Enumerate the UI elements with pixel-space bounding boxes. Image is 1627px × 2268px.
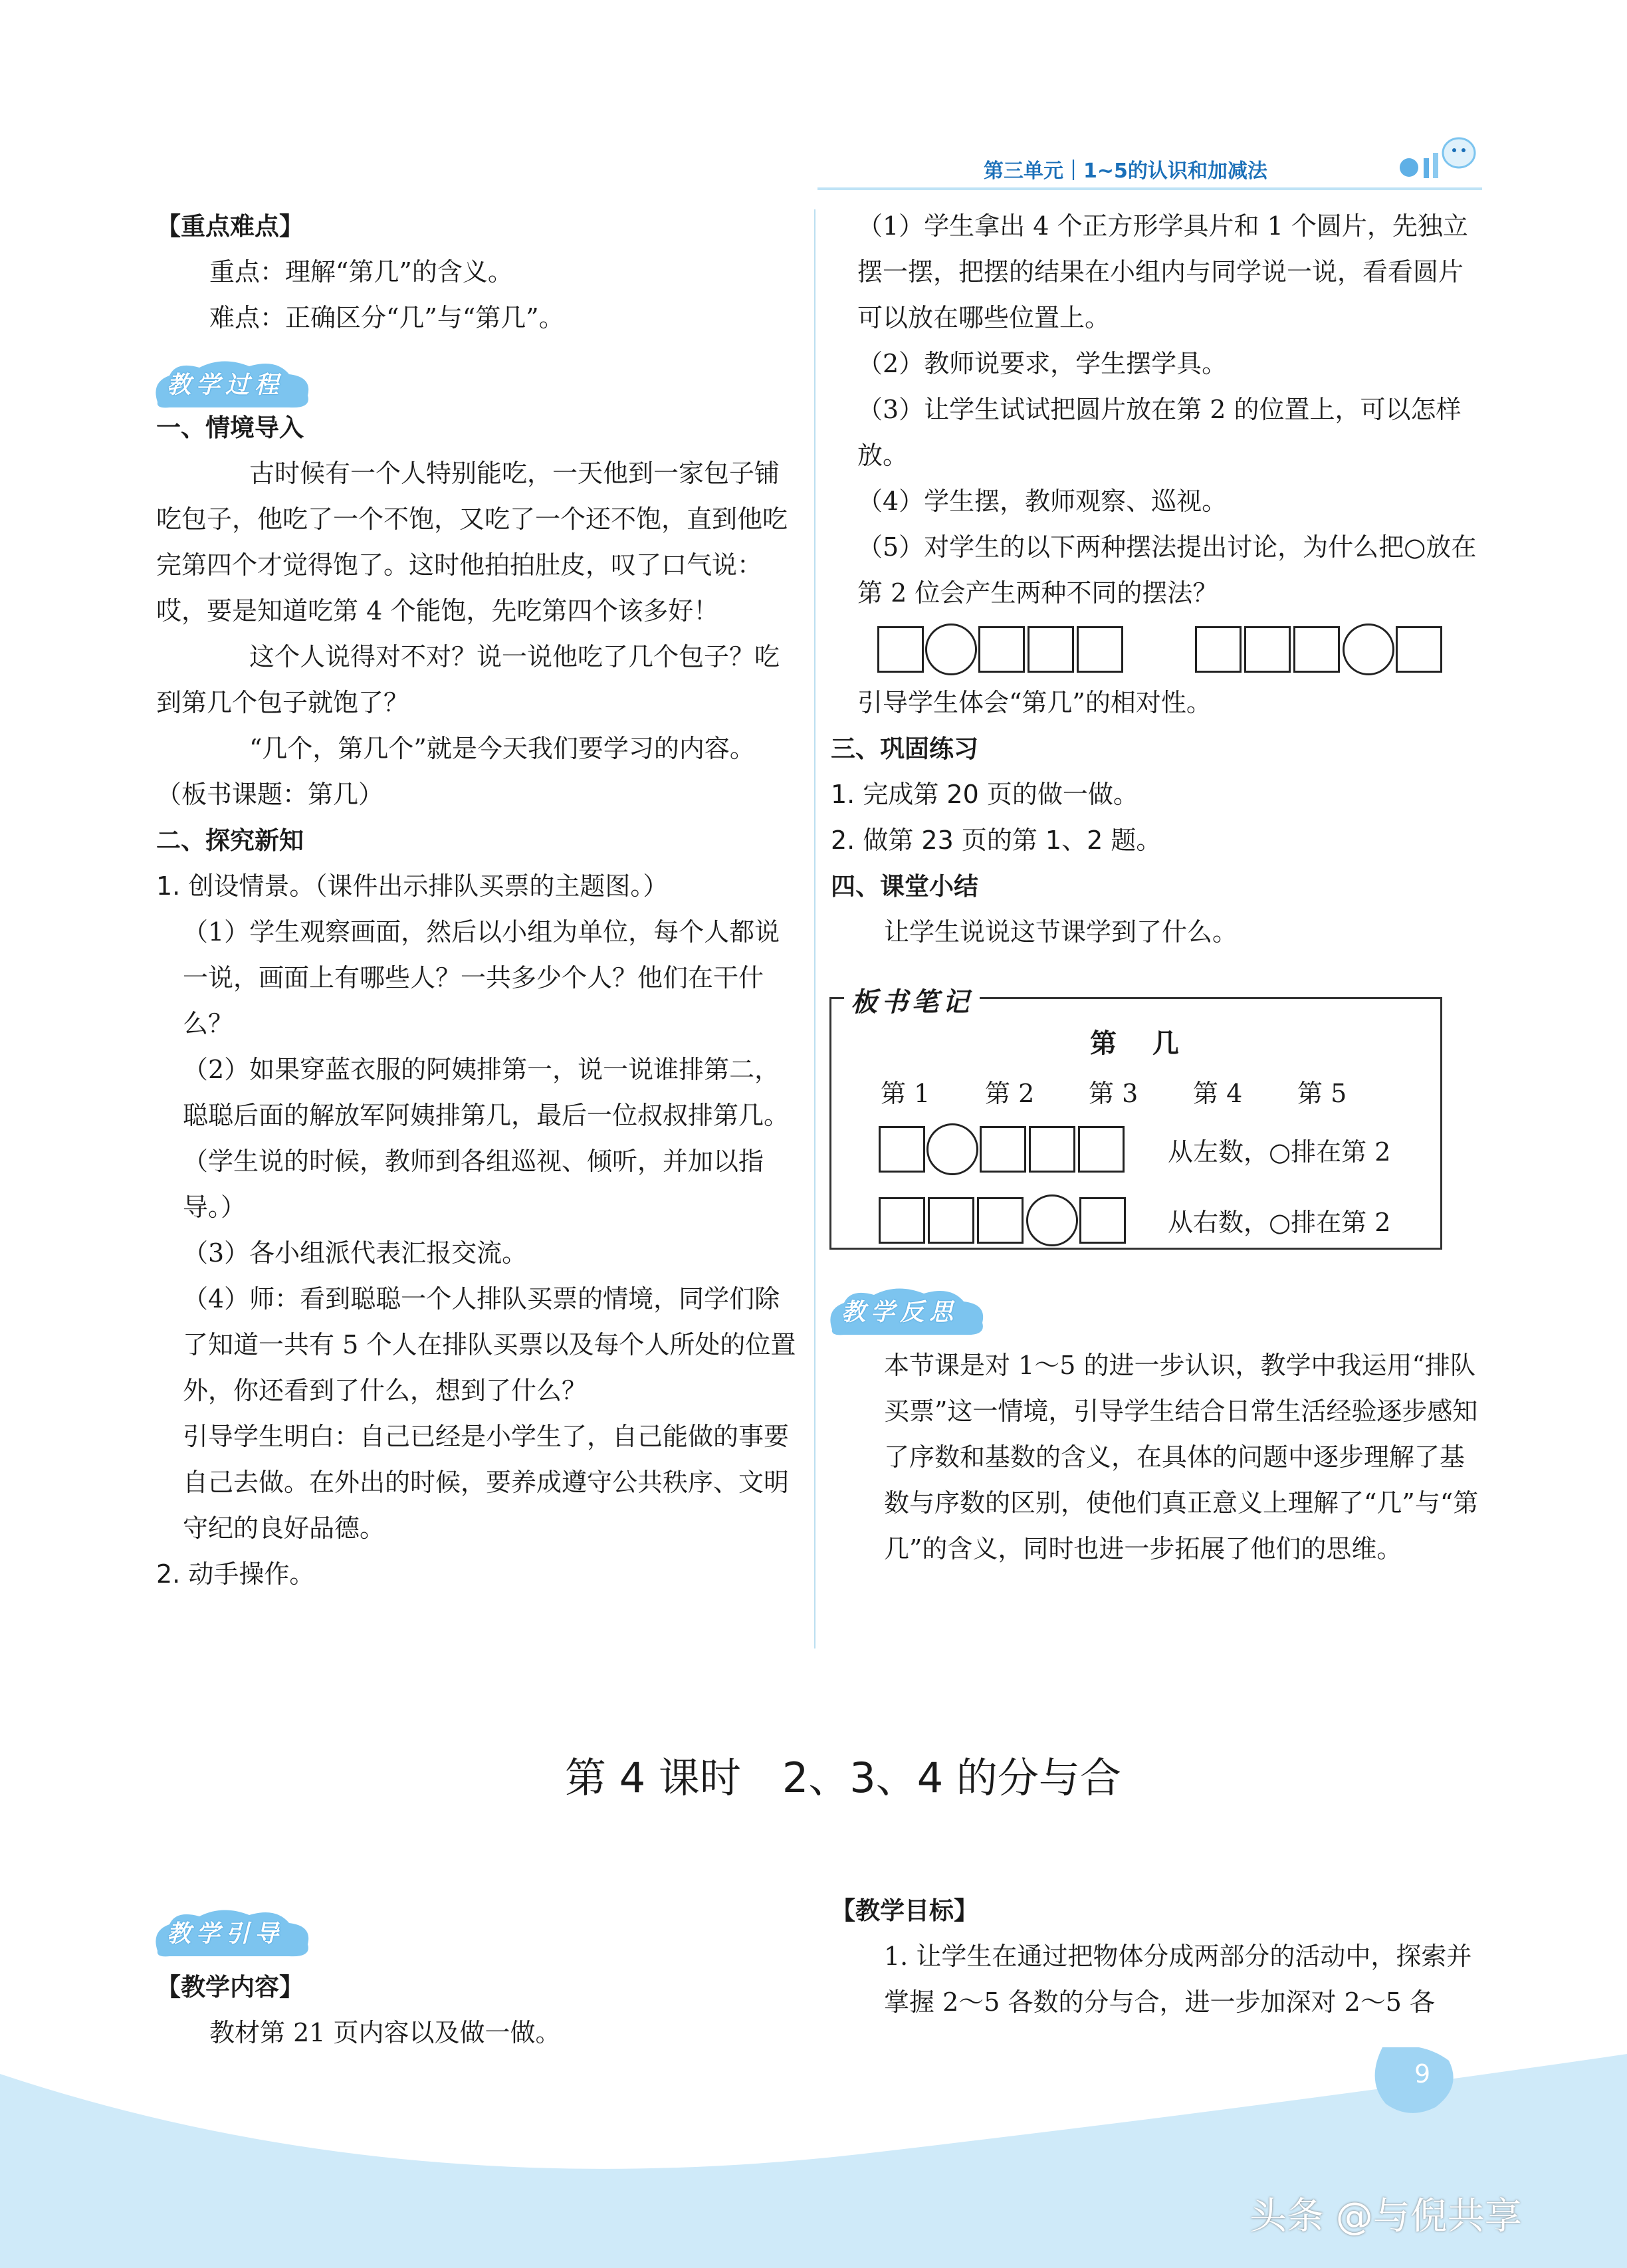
reflection-paragraph: 本节课是对 1～5 的进一步认识，教学中我运用“排队买票”这一情境，引导学生结合日常生活经验逐步感知了序数和基数的含义，在具体的问题中逐步理解了基数与序数的区别，使他们真正意义上理解了“几”与“第几”的含义，同时也进一步拓展了他们的思维。 [884,1351,1479,1563]
reflection-block [831,1343,1479,1572]
circle-shape [926,1123,978,1175]
practice-item2: 2. 做第 23 页的第 1、2 题。 [831,826,1162,855]
content-paragraph: 教材第 21 页内容以及做一做。 [209,2018,561,2047]
right-column [831,203,1479,955]
practice-item1: 1. 完成第 20 页的做一做。 [831,780,1139,809]
op-sub3: （3）让学生试试把圆片放在第 2 的位置上，可以怎样放。 [857,395,1462,470]
square-shape [1079,1197,1126,1244]
question-paragraph: 这个人说得对不对？说一说他吃了几个包子？吃到第几个包子就饱了？ [156,642,780,717]
op-sub4: （4）学生摆，教师观察、巡视。 [857,487,1228,516]
board-arrangement-left [879,1123,1144,1177]
board-title: 第 几 [1090,1028,1192,1059]
page-number: 9 [1414,2059,1431,2089]
op-sub2: （2）教师说要求，学生摆学具。 [857,349,1228,378]
section4-heading: 四、课堂小结 [831,872,978,901]
lesson-title: 第 4 课时 2、3、4 的分与合 [565,1754,1121,1802]
arrangement-right [1195,624,1461,677]
unit-header: 第三单元｜1~5的认识和加减法 [984,160,1267,183]
square-shape [978,626,1025,673]
board-position-1: 第 1 [881,1079,930,1108]
circle-shape [1343,624,1394,675]
square-shape [1195,626,1242,673]
step1-sub5: 引导学生明白：自己已经是小学生了，自己能做的事要自己去做。在外出的时候，要养成遵守公共秩序、文明守纪的良好品德。 [183,1422,790,1543]
square-shape [879,1126,925,1173]
lesson4-right [831,1888,1479,2025]
step1-sub4: （4）师：看到聪聪一个人排队买票的情境，同学们除了知道一共有 5 个人在排队买票以及每个人所处的位置外，你还看到了什么，想到了什么？ [183,1284,796,1405]
op-sub5: （5）对学生的以下两种摆法提出讨论，为什么把○放在第 2 位会产生两种不同的摆法？ [857,532,1477,608]
intro-paragraph: “几个，第几个”就是今天我们要学习的内容。 [249,734,755,763]
lesson4-left [156,1964,804,2056]
square-shape [980,1126,1026,1173]
story-paragraph: 古时候有一个人特别能吃，一天他到一家包子铺吃包子，他吃了一个不饱，又吃了一个还不饱，直到他吃完第四个才觉得饱了。这时他拍拍肚皮，叹了口气说：哎，要是知道吃第 4 个能饱，先吃第四个该多好！ [156,459,788,625]
square-shape [1078,1126,1125,1173]
board-position-2: 第 2 [985,1079,1035,1108]
mascot-illustration [1382,126,1482,189]
square-shape [1029,1126,1075,1173]
board-position-3: 第 3 [1089,1079,1139,1108]
square-shape [877,626,924,673]
op-sub1: （1）学生拿出 4 个正方形学具片和 1 个圆片，先独立摆一摆，把摆的结果在小组内与同学说一说，看看圆片可以放在哪些位置上。 [857,211,1468,332]
square-shape [879,1197,925,1244]
circle-shape [1026,1194,1078,1246]
column-divider [814,209,815,1648]
square-shape [977,1197,1024,1244]
goal-paragraph: 1. 让学生在通过把物体分成两部分的活动中，探索并掌握 2～5 各数的分与合，进一步加深对 2～5 各 [884,1942,1472,2017]
section3-heading: 三、巩固练习 [831,735,978,763]
step1-sub3: （3）各小组派代表汇报交流。 [183,1238,528,1268]
board-position-4: 第 4 [1193,1079,1243,1108]
badge-label: 教学反思 [841,1298,959,1326]
board-note-right: 从右数，○排在第 2 [1168,1208,1391,1237]
summary-paragraph: 让学生说说这节课学到了什么。 [884,917,1238,947]
arrangement-left [877,624,1143,677]
square-shape [1077,626,1123,673]
step1-sub2: （2）如果穿蓝衣服的阿姨排第一，说一说谁排第二，聪聪后面的解放军阿姨排第几，最后一位叔叔排第几。（学生说的时候，教师到各组巡视、倾听，并加以指导。） [183,1055,790,1222]
badge-label: 教学过程 [167,371,284,399]
square-shape [1244,626,1291,673]
content-heading: 【教学内容】 [156,1973,304,2001]
relativity-note: 引导学生体会“第几”的相对性。 [857,688,1212,717]
square-shape [928,1197,974,1244]
badge-teaching-process [150,356,316,410]
difficulty: 难点：正确区分“几”与“第几”。 [209,303,564,332]
board-note-left: 从左数，○排在第 2 [1168,1137,1391,1167]
board-topic-note: （板书课题：第几） [156,780,384,809]
board-notes-label: 板书笔记 [844,981,980,1019]
badge-teaching-reflection [824,1283,990,1337]
goal-heading: 【教学目标】 [831,1896,978,1925]
circle-shape [925,624,977,675]
section1-heading: 一、情境导入 [156,413,304,442]
step2-item: 2. 动手操作。 [156,1559,315,1589]
step1-sub1: （1）学生观察画面，然后以小组为单位，每个人都说一说，画面上有哪些人？一共多少个人？他们在干什么？ [183,917,780,1038]
section2-heading: 二、探究新知 [156,826,304,855]
board-position-5: 第 5 [1297,1079,1347,1108]
badge-label: 教学引导 [167,1920,284,1948]
key-points-heading: 【重点难点】 [156,212,304,241]
left-column [156,203,804,1597]
board-arrangement-right [879,1194,1144,1248]
square-shape [1396,626,1442,673]
step1-item: 1. 创设情景。（课件出示排队买票的主题图。） [156,871,669,901]
square-shape [1293,626,1340,673]
badge-teaching-guide [150,1904,316,1959]
watermark: 头条 @与倪共享 [1249,2195,1522,2238]
key-point: 重点：理解“第几”的含义。 [209,257,513,286]
square-shape [1028,626,1074,673]
